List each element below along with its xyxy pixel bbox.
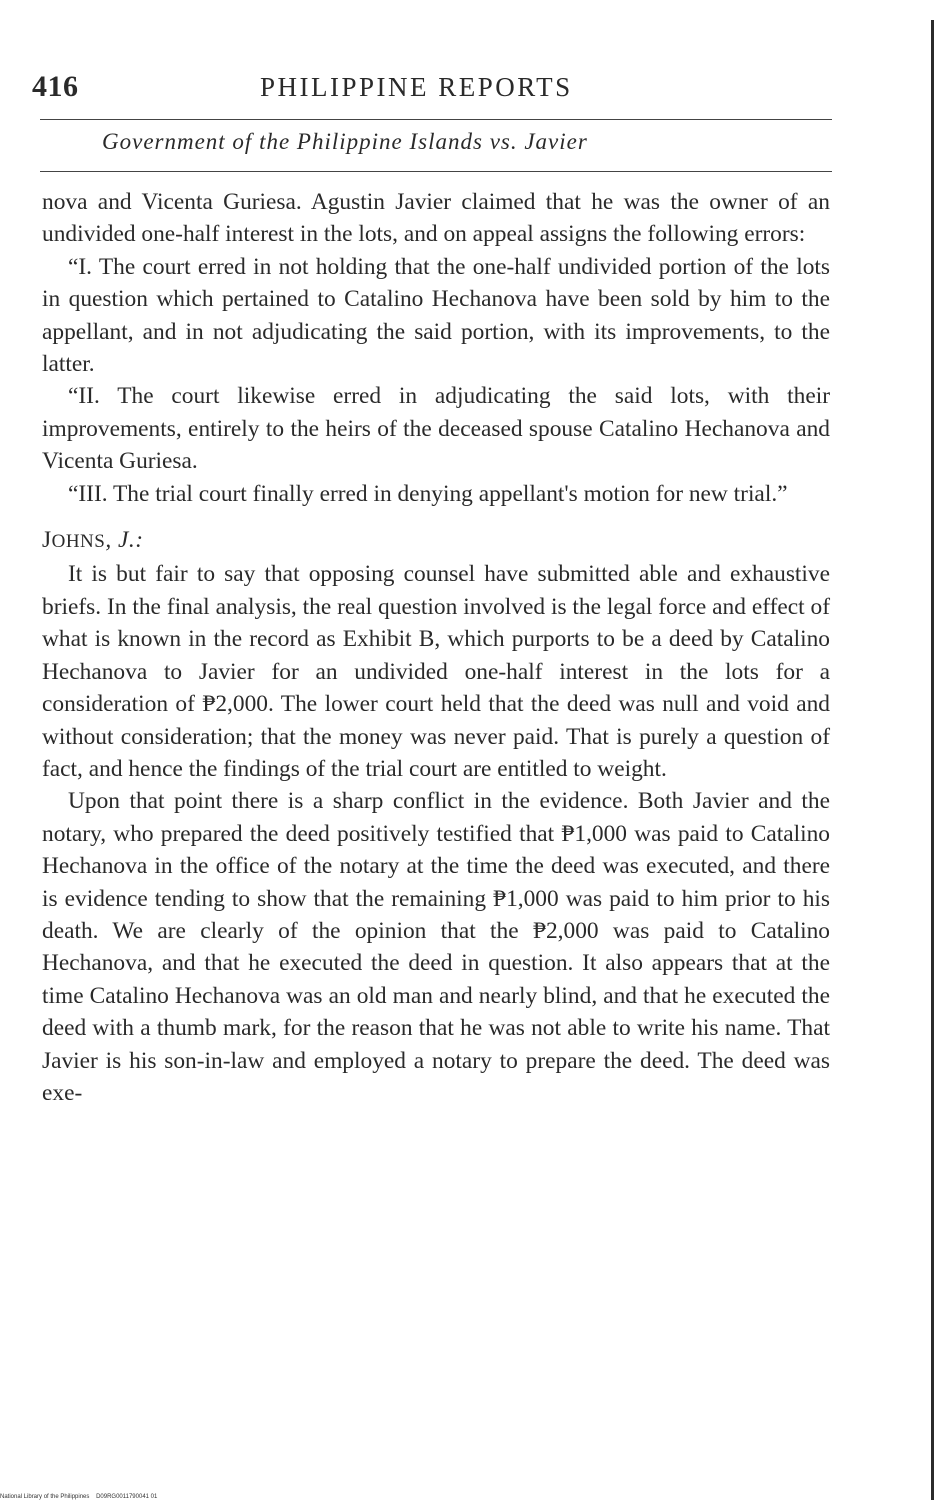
page-edge xyxy=(931,20,934,1500)
body-text xyxy=(42,186,830,1109)
error-assignment-3: “III. The trial court finally erred in denying appellant's motion for new trial.” xyxy=(68,480,788,507)
footer-code: D09RG0011790041 01 xyxy=(96,1494,158,1500)
page-header xyxy=(32,70,832,110)
paragraph-continuation: nova and Vicenta Guriesa. Agustin Javier claimed that he was the owner of an undivided one-half interest in the lots, and on appeal assigns the following errors: xyxy=(42,189,830,248)
error-assignment-2: “II. The court likewise erred in adjudicating the said lots, with their improvements, entirely to the heirs of the deceased spouse Catalino Hechanova and Vicenta Guriesa. xyxy=(42,383,830,475)
page-number: 416 xyxy=(32,70,79,103)
scan-footer xyxy=(0,1494,157,1500)
judge-name-rest: OHNS xyxy=(51,531,106,553)
judge-suffix: , J.: xyxy=(105,527,144,554)
judge-heading xyxy=(42,524,830,558)
header-rule-bottom xyxy=(40,171,832,172)
case-title: Government of the Philippine Islands vs. Javier xyxy=(102,129,588,154)
judge-initial: J xyxy=(42,527,52,554)
error-assignment-1: “I. The court erred in not holding that the one-half undivided portion of the lots in question which pertained to Catalino Hechanova have been sold by him to the appellant, and in not adjudicating the said portion, with its improvements, to the latter. xyxy=(42,253,830,378)
opinion-paragraph-2: Upon that point there is a sharp conflict in the evidence. Both Javier and the notary, who prepared the deed positively testified that ₱1,000 was paid to Catalino Hechanova in the office of the notary at the time the deed was executed, and there is evidence tending to show that the remaining ₱1,000 was paid to him prior to his death. We are clearly of the opinion that the ₱2,000 was paid to Catalino Hechanova, and that he executed the deed in question. It also appears that at the time Catalino Hechanova was an old man and nearly blind, and that he executed the deed with a thumb mark, for the reason that he was not able to write his name. That Javier is his son-in-law and employed a notary to prepare the deed. The deed was exe- xyxy=(42,788,830,1106)
opinion-paragraph-1: It is but fair to say that opposing counsel have submitted able and exhaustive briefs. In the final analysis, the real question involved is the legal force and effect of what is known in the record as Exhibit B, which purports to be a deed by Catalino Hechanova to Javier for an undivided one-half interest in the lots for a consideration of ₱2,000. The lower court held that the deed was null and void and without consideration; that the money was never paid. That is purely a question of fact, and hence the findings of the trial court are entitled to weight. xyxy=(42,561,830,782)
footer-library: National Library of the Philippines xyxy=(0,1494,90,1500)
running-title: PHILIPPINE REPORTS xyxy=(260,72,573,102)
header-rule-top xyxy=(40,119,832,120)
